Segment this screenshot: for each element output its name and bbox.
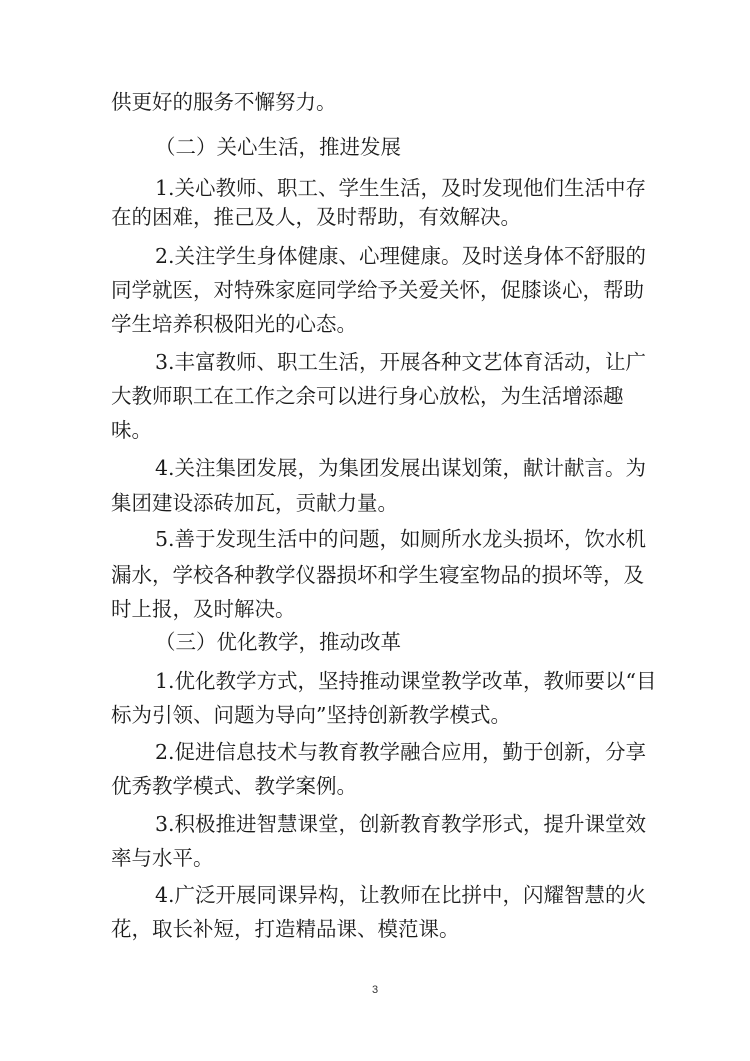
text-line: 在的困难，推己及人，及时帮助，有效解决。 bbox=[111, 205, 521, 229]
text-line: 3.积极推进智慧课堂，创新教育教学形式，提升课堂效 bbox=[155, 812, 647, 836]
text-line: 味。 bbox=[111, 418, 152, 442]
text-line: 优秀教学模式、教学案例。 bbox=[111, 774, 357, 798]
text-line: 5.善于发现生活中的问题，如厕所水龙头损坏，饮水机 bbox=[155, 527, 647, 551]
text-line: 率与水平。 bbox=[111, 846, 214, 870]
page-number: 3 bbox=[371, 984, 379, 996]
text-line: 1.优化教学方式，坚持推动课堂教学改革，教师要以“目 bbox=[155, 669, 657, 693]
text-line: 3.丰富教师、职工生活，开展各种文艺体育活动，让广 bbox=[155, 350, 647, 374]
text-line: 供更好的服务不懈努力。 bbox=[111, 90, 337, 114]
text-line: 同学就医，对特殊家庭同学给予关爱关怀，促膝谈心，帮助 bbox=[111, 278, 644, 302]
text-line: 2.关注学生身体健康、心理健康。及时送身体不舒服的 bbox=[155, 244, 647, 268]
text-line: 集团建设添砖加瓦，贡献力量。 bbox=[111, 491, 398, 515]
section-heading: （三）优化教学，推动改革 bbox=[155, 630, 401, 654]
text-line: 标为引领、问题为导向”坚持创新教学模式。 bbox=[111, 703, 511, 727]
text-line: 1.关心教师、职工、学生生活，及时发现他们生活中存 bbox=[155, 176, 647, 200]
text-line: 学生培养积极阳光的心态。 bbox=[111, 312, 357, 336]
text-line: 花，取长补短，打造精品课、模范课。 bbox=[111, 917, 460, 941]
text-line: 大教师职工在工作之余可以进行身心放松，为生活增添趣 bbox=[111, 384, 624, 408]
text-line: 4.关注集团发展，为集团发展出谋划策，献计献言。为 bbox=[155, 456, 647, 480]
text-line: 2.促进信息技术与教育教学融合应用，勤于创新，分享 bbox=[155, 740, 647, 764]
text-line: 时上报，及时解决。 bbox=[111, 597, 296, 621]
section-heading: （二）关心生活，推进发展 bbox=[155, 135, 401, 159]
text-line: 漏水，学校各种教学仪器损坏和学生寝室物品的损坏等，及 bbox=[111, 563, 644, 587]
text-line: 4.广泛开展同课异构，让教师在比拼中，闪耀智慧的火 bbox=[155, 883, 647, 907]
